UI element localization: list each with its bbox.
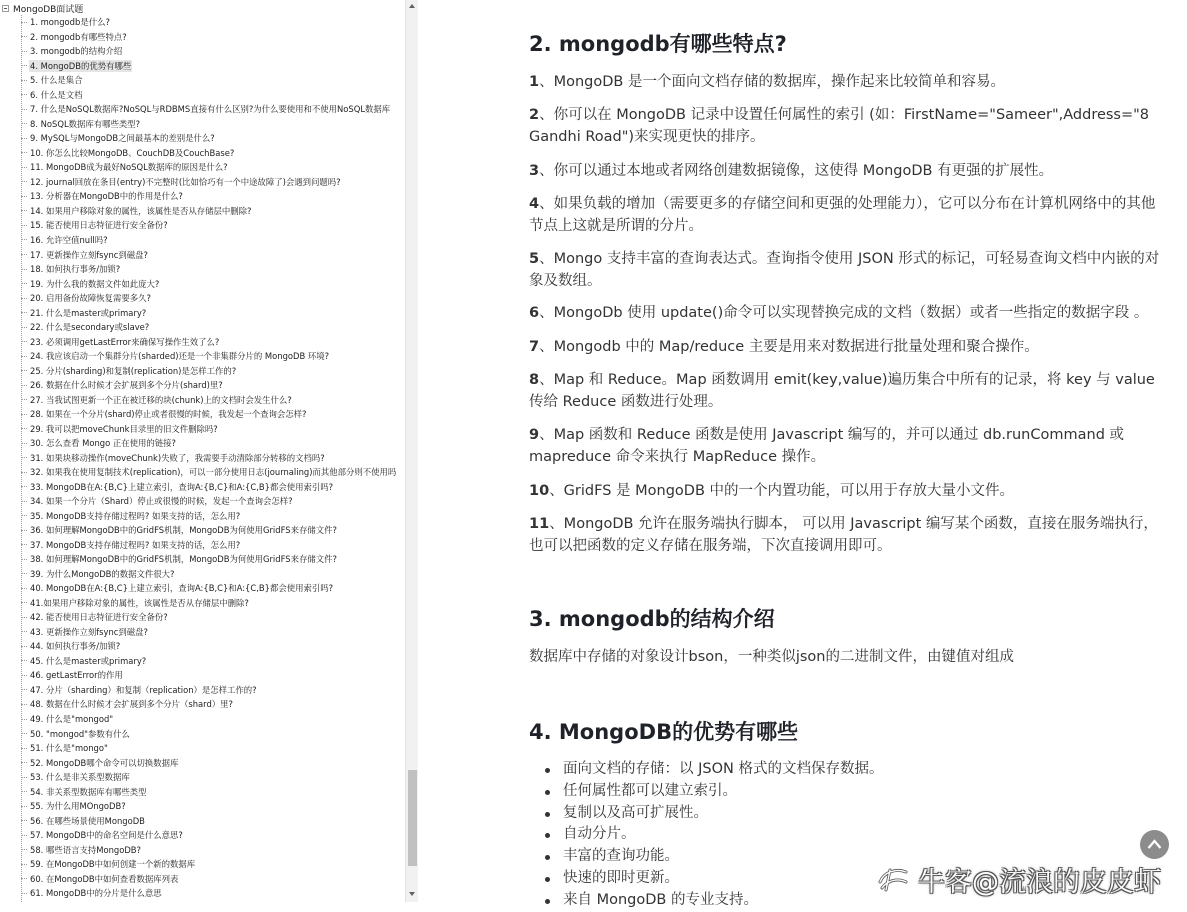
feature-point: [529, 71, 1169, 93]
toc-item-label: 31. 如果块移动操作(moveChunk)失败了，我需要手动清除部分转移的文档吗?: [30, 452, 325, 463]
feature-point-text: 、你可以在 MongoDB 记录中设置任何属性的索引 (如：FirstName="Sameer",Address="8 Gandhi Road")来实现更快的排序。: [529, 107, 1150, 145]
back-to-top-button[interactable]: [1140, 830, 1169, 859]
tree-branch: [21, 719, 27, 720]
tree-branch: [21, 762, 27, 763]
toc-item[interactable]: [21, 73, 397, 88]
section-3-title: 3. mongodb的结构介绍: [529, 607, 775, 631]
toc-item[interactable]: [21, 654, 397, 669]
toc-item[interactable]: [21, 552, 397, 567]
feature-point: [529, 302, 1169, 324]
toc-item-label: 8. NoSQL数据库有哪些类型?: [30, 118, 141, 129]
toc-item-label: 4. MongoDB的优势有哪些: [30, 60, 132, 71]
toc-item-label: 5. 什么是集合: [30, 75, 83, 86]
feature-point-text: 、MongoDB 是一个面向文档存储的数据库，操作起来比较简单和容易。: [539, 74, 1005, 90]
feature-point-number: 3: [529, 163, 540, 179]
toc-item[interactable]: [21, 363, 397, 378]
toc-item[interactable]: [21, 871, 397, 886]
toc-item[interactable]: [21, 857, 397, 872]
toc-item[interactable]: [21, 538, 397, 553]
toc-item[interactable]: [21, 291, 397, 306]
tree-branch: [21, 443, 27, 444]
toc-item[interactable]: [21, 596, 397, 611]
advantage-text: 丰富的查询功能。: [563, 848, 679, 865]
feature-point-text: 、Mongodb 中的 Map/reduce 主要是用来对数据进行批量处理和聚合操作。: [539, 339, 1039, 355]
tree-branch: [21, 370, 27, 371]
scrollbar-thumb[interactable]: [408, 770, 417, 866]
toc-item-label: 37. MongoDB支持存储过程吗? 如果支持的话，怎么用?: [30, 539, 241, 550]
toc-item[interactable]: [21, 697, 397, 712]
toc-item[interactable]: [21, 799, 397, 814]
tree-branch: [21, 80, 27, 81]
tree-branch: [21, 777, 27, 778]
feature-point-number: 2: [529, 107, 540, 123]
toc-item[interactable]: [21, 567, 397, 582]
feature-point: [529, 513, 1169, 557]
tree-branch: [21, 748, 27, 749]
toc-item[interactable]: [21, 480, 397, 495]
tree-branch: [21, 559, 27, 560]
toc-item[interactable]: [21, 15, 397, 30]
toc-item[interactable]: [21, 755, 397, 770]
tree-branch: [21, 806, 27, 807]
feature-point: [529, 424, 1169, 468]
tree-branch: [21, 878, 27, 879]
toc-item-label: 39. 为什么MongoDB的数据文件很大?: [30, 568, 175, 579]
toc-item[interactable]: [21, 247, 397, 262]
tree-branch: [21, 631, 27, 632]
toc-item[interactable]: [21, 59, 397, 74]
feature-point-number: 10: [529, 483, 550, 499]
toc-item-label: 48. 数据在什么时候才会扩展到多个分片（shard）里?: [30, 699, 233, 710]
feature-point-text: 、MongoDb 使用 update()命令可以实现替换完成的文档（数据）或者一些指定的数据字段 。: [539, 305, 1149, 321]
toc-item-label: 49. 什么是"mongod": [30, 714, 114, 724]
toc-item-label: 44. 如何执行事务/加锁?: [30, 641, 121, 652]
toc-item[interactable]: [21, 233, 397, 248]
toc-item[interactable]: [21, 407, 397, 422]
scroll-up-arrow-icon[interactable]: [409, 4, 415, 8]
toc-item-label: 15. 能否使用日志特征进行安全备份?: [30, 220, 168, 231]
tree-branch: [21, 617, 27, 618]
tree-branch: [21, 660, 27, 661]
feature-point: [529, 193, 1169, 237]
tree-branch: [21, 283, 27, 284]
toc-item-label: 26. 数据在什么时候才会扩展到多个分片(shard)里?: [30, 380, 223, 391]
tree-branch: [21, 123, 27, 124]
tree-branch: [21, 109, 27, 110]
feature-point-number: 7: [529, 339, 540, 355]
feature-point: [529, 160, 1169, 182]
feature-point-text: 、Map 函数和 Reduce 函数是使用 Javascript 编写的，并可以通过 db.runCommand 或 mapreduce 命令来执行 MapReduce 操作。: [529, 427, 1125, 465]
toc-root-label: MongoDB面试题: [13, 4, 84, 15]
toc-item[interactable]: [21, 117, 397, 132]
tree-branch: [21, 399, 27, 400]
toc-item[interactable]: [21, 581, 397, 596]
toc-item[interactable]: [21, 334, 397, 349]
toc-item-label: 13. 分析器在MongoDB中的作用是什么?: [30, 191, 183, 202]
section-3-text: 数据库中存储的对象设计bson，一种类似json的二进制文件，由键值对组成: [529, 649, 1014, 665]
toc-item-label: 20. 启用备份故障恢复需要多久?: [30, 293, 151, 304]
toc-item[interactable]: [21, 378, 397, 393]
toc-scrollbar[interactable]: [405, 0, 418, 902]
feature-point: [529, 248, 1169, 292]
tree-branch: [21, 210, 27, 211]
toc-item-label: 11. MongoDB成为最好NoSQL数据库的原因是什么?: [30, 162, 228, 173]
toc-item-label: 41.如果用户移除对象的属性，该属性是否从存储层中删除?: [30, 597, 249, 608]
feature-point-text: 、Mongo 支持丰富的查询表达式。查询指令使用 JSON 形式的标记，可轻易查询文档中内嵌的对象及数组。: [529, 251, 1160, 289]
toc-item-label: 32. 如果我在使用复制技术(replication)，可以一部分使用日志(journaling)而其他部分则不使用吗: [30, 467, 397, 478]
toc-item[interactable]: [21, 320, 397, 335]
toc-item[interactable]: [21, 842, 397, 857]
toc-item[interactable]: [21, 494, 397, 509]
toc-item-label: 36. 如何理解MongoDB中的GridFS机制，MongoDB为何使用GridFS来存储文件?: [30, 525, 337, 536]
toc-item[interactable]: [21, 146, 397, 161]
feature-point-number: 1: [529, 74, 540, 90]
tree-branch: [21, 835, 27, 836]
tree-branch: [21, 36, 27, 37]
toc-item[interactable]: [21, 160, 397, 175]
toc-item[interactable]: [21, 668, 397, 683]
tree-branch: [21, 138, 27, 139]
tree-branch: [21, 22, 27, 23]
toc-item[interactable]: [21, 784, 397, 799]
toc-item-label: 10. 你怎么比较MongoDB、CouchDB及CouchBase?: [30, 147, 235, 158]
toc-item-label: 34. 如果一个分片（Shard）停止或很慢的时候，发起一个查询会怎样?: [30, 496, 293, 507]
toc-item[interactable]: [21, 88, 397, 103]
toc-item-label: 43. 更新操作立刻fsync到磁盘?: [30, 626, 148, 637]
toc-item[interactable]: [21, 30, 397, 45]
toc-item-label: 46. getLastError的作用: [30, 670, 123, 681]
tree-branch: [21, 791, 27, 792]
toc-item[interactable]: [21, 610, 397, 625]
bullet-icon: [545, 855, 550, 860]
toc-item-label: 52. MongoDB哪个命令可以切换数据库: [30, 757, 179, 768]
toc-item-label: 35. MongoDB支持存储过程吗? 如果支持的话，怎么用?: [30, 510, 241, 521]
feature-point-number: 11: [529, 516, 550, 532]
feature-point-number: 4: [529, 196, 540, 212]
tree-branch: [21, 414, 27, 415]
toc-item[interactable]: [21, 683, 397, 698]
tree-branch: [21, 225, 27, 226]
toc-item-label: 24. 我应该启动一个集群分片(sharded)还是一个非集群分片的 MongoDB 环境?: [30, 351, 330, 362]
toc-item-label: 25. 分片(sharding)和复制(replication)是怎样工作的?: [30, 365, 237, 376]
tree-branch: [21, 457, 27, 458]
toc-item-label: 33. MongoDB在A:{B,C}上建立索引，查询A:{B,C}和A:{C,B}都会使用索引吗?: [30, 481, 334, 492]
advantage-item: [543, 803, 883, 825]
toc-item[interactable]: [21, 509, 397, 524]
scroll-down-arrow-icon[interactable]: [409, 892, 415, 896]
tree-branch: [21, 689, 27, 690]
toc-item[interactable]: [21, 102, 397, 117]
section-4-title: 4. MongoDB的优势有哪些: [529, 720, 799, 744]
toc-item[interactable]: [21, 886, 397, 901]
tree-branch: [21, 646, 27, 647]
tree-branch: [21, 704, 27, 705]
advantage-item: [543, 824, 883, 846]
tree-branch: [21, 515, 27, 516]
tree-branch: [21, 94, 27, 95]
toc-item-label: 12. journal回放在条目(entry)不完整时(比如恰巧有一个中途故障了)会遇到问题吗?: [30, 176, 341, 187]
toc-item-label: 30. 怎么查看 Mongo 正在使用的链接?: [30, 438, 176, 449]
toc-item-label: 50. "mongod"参数有什么: [30, 728, 130, 739]
tree-branch: [21, 893, 27, 894]
feature-point-number: 9: [529, 427, 540, 443]
toc-item-label: 54. 非关系型数据库有哪些类型: [30, 786, 147, 797]
toc-item[interactable]: [21, 726, 397, 741]
toc-item[interactable]: [21, 813, 397, 828]
toc-item-label: 59. 在MongoDB中如何创建一个新的数据库: [30, 859, 196, 870]
tree-branch: [21, 588, 27, 589]
feature-point: [529, 104, 1169, 148]
toc-item[interactable]: [21, 204, 397, 219]
toc-item-label: 57. MongoDB中的命名空间是什么意思?: [30, 830, 183, 841]
toc-item[interactable]: [21, 175, 397, 190]
tree-branch: [21, 65, 27, 66]
tree-branch: [21, 51, 27, 52]
toc-item[interactable]: [21, 465, 397, 480]
toc-list: [21, 15, 397, 900]
tree-branch: [21, 181, 27, 182]
tree-branch: [21, 849, 27, 850]
bullet-icon: [545, 899, 550, 904]
advantage-item: [543, 890, 883, 912]
tree-branch: [21, 312, 27, 313]
tree-branch: [21, 196, 27, 197]
bullet-icon: [545, 812, 550, 817]
advantage-item: [543, 781, 883, 803]
tree-branch: [21, 254, 27, 255]
toc-item[interactable]: [21, 741, 397, 756]
tree-branch: [21, 327, 27, 328]
section-2-title: 2. mongodb有哪些特点?: [529, 32, 787, 56]
tree-branch: [21, 239, 27, 240]
toc-item[interactable]: [21, 450, 397, 465]
toc-item[interactable]: [21, 131, 397, 146]
toc-item-label: 16. 允许空值null吗?: [30, 234, 108, 245]
feature-point-number: 5: [529, 251, 540, 267]
toc-item-label: 60. 在MongoDB中如何查看数据库列表: [30, 873, 179, 884]
toc-item-label: 6. 什么是文档: [30, 89, 83, 100]
toc-item-label: 42. 能否使用日志特征进行安全备份?: [30, 612, 168, 623]
bullet-icon: [545, 833, 550, 838]
tree-branch: [21, 602, 27, 603]
section-4-bullets: [543, 759, 883, 912]
advantage-text: 复制以及高可扩展性。: [563, 804, 708, 821]
toc-item-label: 38. 如何理解MongoDB中的GridFS机制，MongoDB为何使用GridFS来存储文件?: [30, 554, 337, 565]
toc-item-label: 56. 在哪些场景使用MongoDB: [30, 815, 145, 826]
tree-branch: [21, 486, 27, 487]
toc-item-label: 51. 什么是"mongo": [30, 743, 108, 754]
toc-item[interactable]: [21, 262, 397, 277]
advantage-text: 面向文档的存储：以 JSON 格式的文档保存数据。: [563, 761, 884, 777]
toc-item-label: 27. 当我试图更新一个正在被迁移的块(chunk)上的文档时会发生什么?: [30, 394, 292, 405]
collapse-icon[interactable]: [2, 5, 9, 12]
feature-point-text: 、Map 和 Reduce。Map 函数调用 emit(key,value)遍历集合中所有的记录，将 key 与 value 传给 Reduce 函数进行处理。: [529, 372, 1155, 410]
toc-item-label: 17. 更新操作立刻fsync到磁盘?: [30, 249, 148, 260]
toc-item-label: 3. mongodb的结构介绍: [30, 46, 123, 57]
chevron-up-icon: [1147, 838, 1162, 850]
bullet-icon: [545, 768, 550, 773]
feature-point-text: 、你可以通过本地或者网络创建数据镜像，这使得 MongoDB 有更强的扩展性。: [539, 163, 1054, 179]
toc-item-label: 29. 我可以把moveChunk目录里的旧文件删除吗?: [30, 423, 218, 434]
tree-branch: [21, 341, 27, 342]
advantage-item: [543, 759, 883, 781]
toc-item-label: 2. mongodb有哪些特点?: [30, 31, 127, 42]
tree-branch: [21, 501, 27, 502]
tree-branch: [21, 167, 27, 168]
watermark: [876, 862, 1161, 896]
toc-item-label: 58. 哪些语言支持MongoDB?: [30, 844, 141, 855]
toc-item[interactable]: [21, 828, 397, 843]
bullet-icon: [545, 790, 550, 795]
toc-item-label: 9. MySQL与MongoDB之间最基本的差别是什么?: [30, 133, 215, 144]
advantage-item: [543, 846, 883, 868]
toc-item[interactable]: [21, 305, 397, 320]
toc-item[interactable]: [21, 639, 397, 654]
tree-branch: [21, 530, 27, 531]
toc-item[interactable]: [21, 436, 397, 451]
toc-item-label: 22. 什么是secondary或slave?: [30, 322, 150, 333]
toc-item-label: 40. MongoDB在A:{B,C}上建立索引，查询A:{B,C}和A:{C,B}都会使用索引吗?: [30, 583, 334, 594]
advantage-text: 快速的即时更新。: [563, 869, 679, 886]
toc-root[interactable]: [2, 1, 83, 15]
tree-branch: [21, 864, 27, 865]
feature-point-text: 、GridFS 是 MongoDB 中的一个内置功能，可以用于存放大量小文件。: [549, 483, 1014, 499]
toc-item-label: 1. mongodb是什么?: [30, 17, 110, 28]
bullet-icon: [545, 877, 550, 882]
feature-point-number: 6: [529, 305, 540, 321]
advantage-text: 任何属性都可以建立索引。: [563, 782, 737, 799]
tree-branch: [21, 385, 27, 386]
toc-item-label: 19. 为什么我的数据文件如此庞大?: [30, 278, 160, 289]
advantage-text: 来自 MongoDB 的专业支持。: [563, 891, 758, 908]
toc-item-label: 47. 分片（sharding）和复制（replication）是怎样工作的?: [30, 684, 257, 695]
feature-point: [529, 480, 1169, 502]
toc-item[interactable]: [21, 523, 397, 538]
tree-branch: [21, 298, 27, 299]
toc-item-label: 18. 如何执行事务/加锁?: [30, 264, 121, 275]
toc-item-label: 45. 什么是master或primary?: [30, 655, 147, 666]
toc-item[interactable]: [21, 770, 397, 785]
toc-item[interactable]: [21, 218, 397, 233]
toc-item-label: 14. 如果用户移除对象的属性，该属性是否从存储层中删除?: [30, 205, 252, 216]
toc-item[interactable]: [21, 44, 397, 59]
toc-item[interactable]: [21, 421, 397, 436]
toc-item[interactable]: [21, 392, 397, 407]
tree-branch: [21, 152, 27, 153]
toc-panel: [0, 0, 405, 902]
tree-branch: [21, 733, 27, 734]
toc-item-label: 28. 如果在一个分片(shard)停止或者很慢的时候，我发起一个查询会怎样?: [30, 409, 307, 420]
advantage-item: [543, 868, 883, 890]
toc-item[interactable]: [21, 349, 397, 364]
toc-item[interactable]: [21, 712, 397, 727]
tree-branch: [21, 472, 27, 473]
toc-item[interactable]: [21, 625, 397, 640]
feature-point-number: 8: [529, 372, 540, 388]
feature-point: [529, 369, 1169, 413]
tree-branch: [21, 356, 27, 357]
feature-point-text: 、如果负载的增加（需要更多的存储空间和更强的处理能力），它可以分布在计算机网络中的其他节点上这就是所谓的分片。: [529, 196, 1156, 234]
feature-point: [529, 336, 1169, 358]
toc-item[interactable]: [21, 276, 397, 291]
toc-item-label: 7. 什么是NoSQL数据库?NoSQL与RDBMS直接有什么区别?为什么要使用和不使用NoSQL数据库: [30, 104, 391, 115]
tree-branch: [21, 675, 27, 676]
toc-item-label: 55. 为什么用MOngoDB?: [30, 801, 126, 812]
tree-branch: [21, 820, 27, 821]
tree-branch: [21, 544, 27, 545]
advantage-text: 自动分片。: [563, 826, 636, 843]
toc-item[interactable]: [21, 189, 397, 204]
watermark-text: 牛客@流浪的皮皮虾: [918, 866, 1161, 898]
toc-item-label: 53. 什么是非关系型数据库: [30, 772, 130, 783]
tree-branch: [21, 573, 27, 574]
tree-branch: [21, 428, 27, 429]
toc-item-label: 61. MongoDB中的分片是什么意思: [30, 888, 162, 899]
toc-item-label: 23. 必须调用getLastError来确保写操作生效了么?: [30, 336, 220, 347]
feature-point-text: 、MongoDB 允许在服务端执行脚本， 可以用 Javascript 编写某个函数，直接在服务端执行，也可以把函数的定义存储在服务端，下次直接调用即可。: [529, 516, 1158, 554]
tree-branch: [21, 269, 27, 270]
toc-item-label: 21. 什么是master或primary?: [30, 307, 147, 318]
nowcoder-logo-icon: [876, 864, 910, 894]
